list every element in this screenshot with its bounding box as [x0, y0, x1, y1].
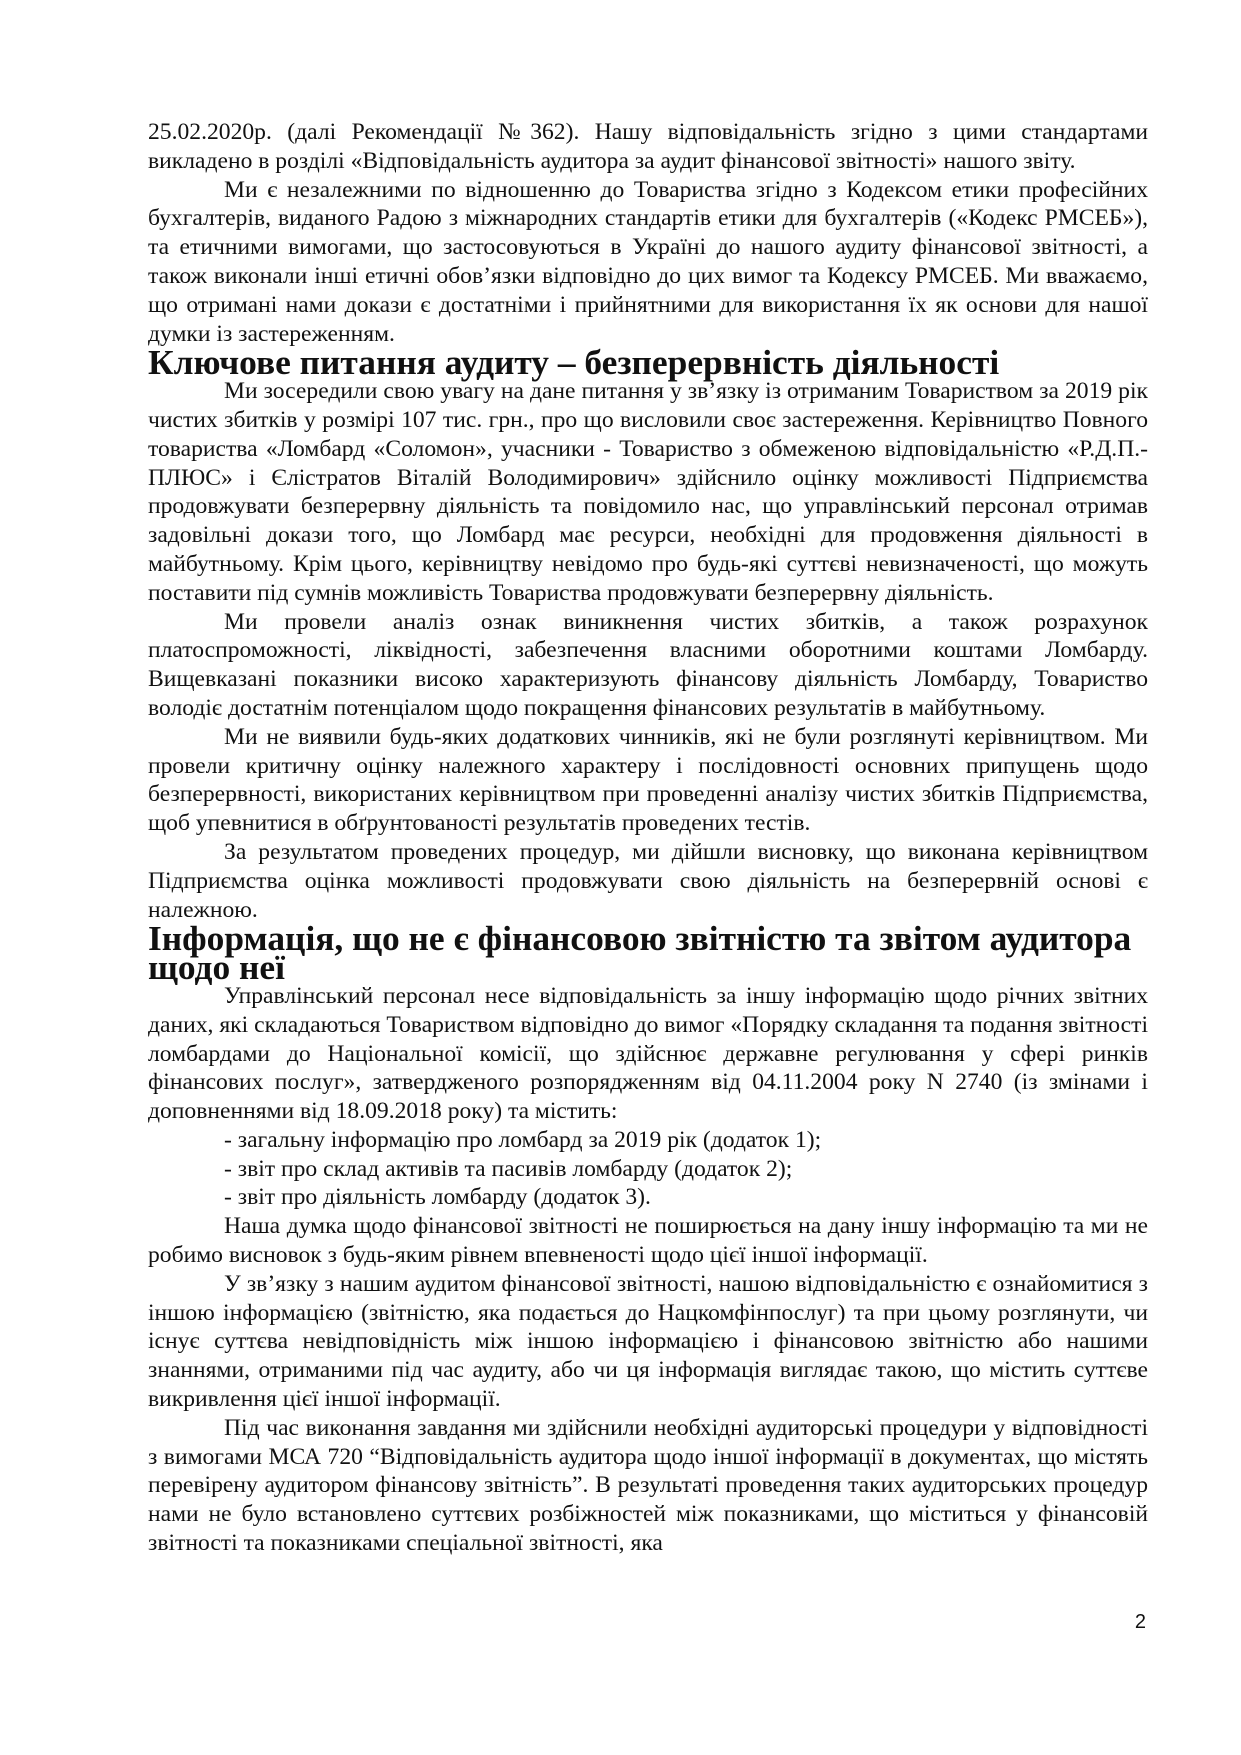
paragraph-other-info-3: Під час виконання завдання ми здійснили необхідні аудиторські процедури у відповідності з вимогами МСА 720 “Відповідальність аудитора щодо іншої інформації в документах, що містять перевірену аудитором фінансову звітність”. В результаті проведення таких аудиторських процедур нами не було встановлено суттєвих розбіжностей між показниками, що міститься у фінансовій звітності та показниками спеціальної звітності, яка [148, 1414, 1148, 1557]
paragraph-going-concern-2: Ми провели аналіз ознак виникнення чистих збитків, а також розрахунок платоспроможності, ліквідності, забезпечення власними оборотними коштами Ломбарду. Вищевказані показники високо характеризують фінансову діяльність Ломбарду, Товариство володіє достатнім потенціалом щодо покращення фінансових результатів в майбутньому. [148, 608, 1148, 721]
other-info-list [148, 1126, 1148, 1212]
paragraph-going-concern-1: Ми зосередили свою увагу на дане питання у зв’язку із отриманим Товариством за 2019 рік чистих збитків у розмірі 107 тис. грн., про що висловили своє застереження. Керівництво Повного товариства «Ломбард «Соломон», учасники - Товариство з обмеженою відповідальністю «Р.Д.П.-ПЛЮС» і Єлістратов Віталій Володимирович» здійснило оцінку можливості Підприємства продовжувати безперервну діяльність та повідомило нас, що управлінський персонал отримав задовільні докази того, що Ломбард має ресурси, необхідні для продовження діяльності в майбутньому. Крім цього, керівництву невідомо про будь-які суттєві невизначеності, що можуть поставити під сумнів можливість Товариства продовжувати безперервну діяльність. [148, 378, 1148, 606]
paragraph-intro-1: 25.02.2020р. (далі Рекомендації №362). Нашу відповідальність згідно з цими стандартами викладено в розділі «Відповідальність аудитора за аудит фінансової звітності» нашого звіту. [148, 119, 1148, 174]
list-item: - загальну інформацію про ломбард за 2019 рік (додаток 1); [224, 1126, 822, 1153]
list-item: - звіт про діяльність ломбарду (додаток 3). [224, 1184, 651, 1211]
section-heading-other-information: Інформація, що не є фінансовою звітністю та звітом аудитора щодо неї [148, 918, 1132, 988]
section-heading-key-audit-matter: Ключове питання аудиту – безперервність діяльності [148, 342, 1000, 383]
paragraph-other-info-2: У зв’язку з нашим аудитом фінансової звітності, нашою відповідальністю є ознайомитися з іншою інформацією (звітністю, яка подається до Нацкомфінпослуг) та при цьому розглянути, чи існує суттєва невідповідність між іншою інформацією і фінансовою звітністю або нашими знаннями, отриманими під час аудиту, або чи ця інформація виглядає такою, що містить суттєве викривлення цієї іншої інформації. [148, 1270, 1148, 1413]
list-item: - звіт про склад активів та пасивів ломбарду (додаток 2); [224, 1155, 793, 1182]
paragraph-going-concern-4: За результатом проведених процедур, ми дійшли висновку, що виконана керівництвом Підприємства оцінка можливості продовжувати свою діяльність на безперервній основі є належною. [148, 838, 1148, 923]
document-page [148, 118, 1148, 1558]
page-number: 2 [1134, 1611, 1146, 1633]
paragraph-going-concern-3: Ми не виявили будь-яких додаткових чинників, які не були розглянуті керівництвом. Ми провели критичну оцінку належного характеру і послідовності основних припущень щодо безперервності, використаних керівництвом при проведенні аналізу чистих збитків Підприємства, щоб упевнитися в обґрунтованості результатів проведених тестів. [148, 723, 1148, 837]
paragraph-other-info-main: Управлінський персонал несе відповідальність за іншу інформацію щодо річних звітних даних, які складаються Товариством відповідно до вимог «Порядку складання та подання звітності ломбардами до Національної комісії, що здійснює державне регулювання у сфері ринків фінансових послуг», затвердженого розпорядженням від 04.11.2004 року N 2740 (із змінами і доповненнями від 18.09.2018 року) та містить: [148, 982, 1149, 1125]
paragraph-intro-2: Ми є незалежними по відношенню до Товариства згідно з Кодексом етики професійних бухгалтерів, виданого Радою з міжнародних стандартів етики для бухгалтерів («Кодекс РМСЕБ»), та етичними вимогами, що застосовуються в Україні до нашого аудиту фінансової звітності, а також виконали інші етичні обов’язки відповідно до цих вимог та Кодексу РМСЕБ. Ми вважаємо, що отримані нами докази є достатніми і прийнятними для використання їх як основи для нашої думки із застереженням. [148, 176, 1148, 347]
paragraph-other-info-1: Наша думка щодо фінансової звітності не поширюється на дану іншу інформацію та ми не робимо висновок з будь-яким рівнем впевненості щодо цієї іншої інформації. [148, 1213, 1148, 1269]
